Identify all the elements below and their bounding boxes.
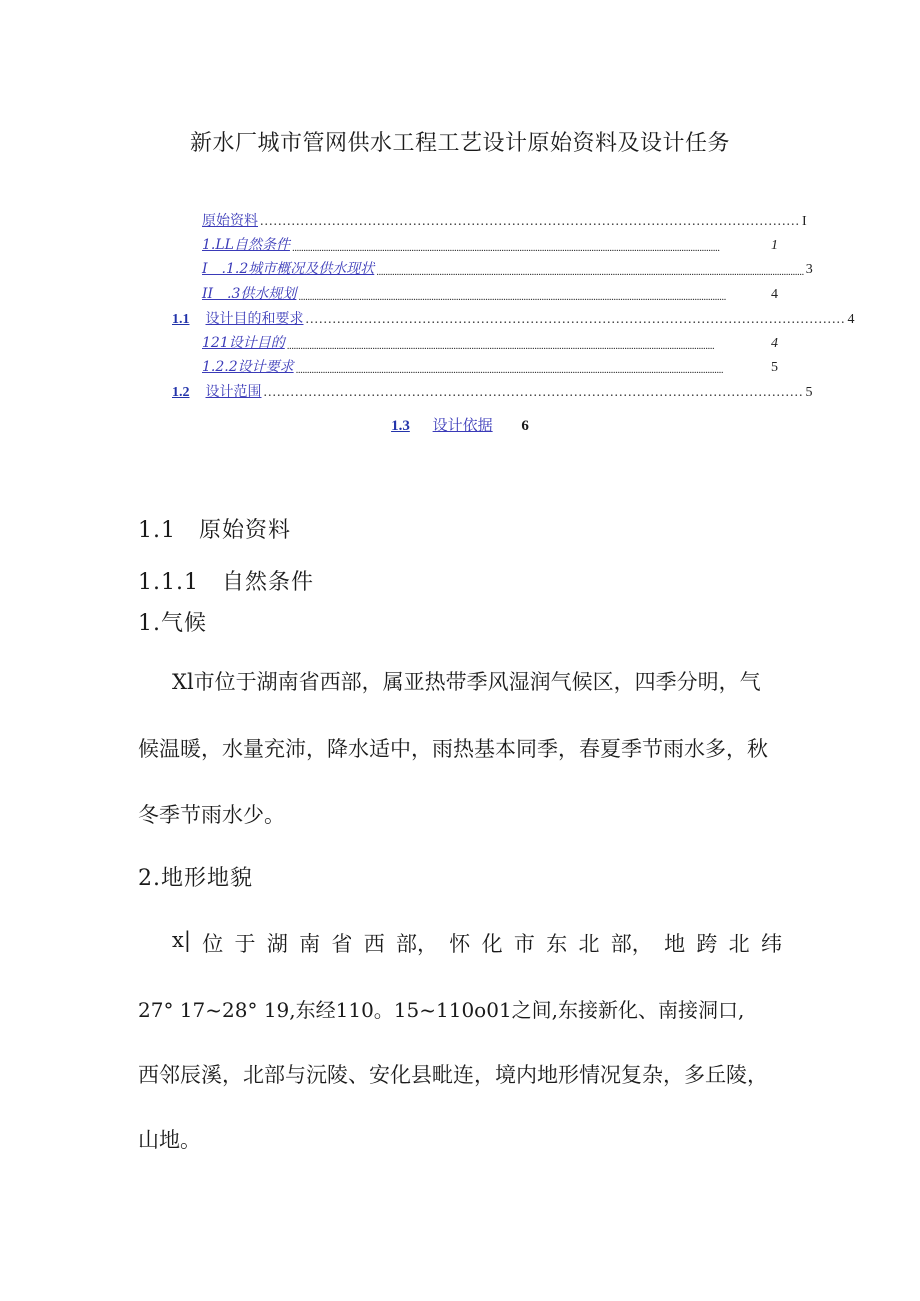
climate-paragraph-line: Xl市位于湖南省西部，属亚热带季风湿润气候区，四季分明，气: [172, 670, 761, 694]
toc-entry-page: 4: [771, 287, 778, 302]
toc-entry-label[interactable]: 1.2.2设计要求: [202, 359, 294, 375]
toc-leader-dots: ..............................................................................................................................................................................................: [298, 291, 726, 303]
terrain-char: 北: [578, 932, 600, 956]
toc-entry-label[interactable]: 设计目的和要求: [205, 311, 304, 327]
terrain-paragraph-line: 西邻辰溪，北部与沅陵、安化县毗连，境内地形情况复杂，多丘陵，: [138, 1063, 768, 1087]
toc-entry[interactable]: [172, 308, 855, 328]
toc-entry-page: 5: [771, 360, 778, 375]
toc-entry[interactable]: [202, 234, 778, 254]
toc-entry-number[interactable]: 1.3: [391, 418, 410, 434]
terrain-char: 部，: [396, 932, 438, 956]
terrain-char: 南: [299, 932, 321, 956]
terrain-char: 省: [331, 932, 353, 956]
terrain-char: 化: [481, 932, 503, 956]
terrain-char: 湖: [266, 932, 288, 956]
document-title: 新水厂城市管网供水工程工艺设计原始资料及设计任务: [189, 131, 730, 156]
terrain-char: 地: [664, 932, 686, 956]
terrain-char: 跨: [696, 932, 718, 956]
toc-entry[interactable]: [202, 258, 813, 278]
terrain-char: 西: [363, 932, 385, 956]
toc-entry-label[interactable]: 121设计目的: [202, 335, 285, 351]
toc-entry-page: 6: [521, 418, 529, 434]
terrain-char: 部，: [610, 932, 653, 956]
toc-entry-label[interactable]: 设计依据: [432, 416, 493, 434]
section-heading-1-1: 1.1 原始资料: [138, 518, 291, 543]
section-heading-1-1-1: 1.1.1 自然条件: [138, 570, 314, 595]
toc-leader-dots: ........................................................................................................................: [263, 385, 804, 400]
terrain-char: 位: [202, 932, 224, 956]
toc-entry-label[interactable]: II .3供水规划: [202, 286, 297, 302]
terrain-char: 东: [546, 932, 568, 956]
terrain-char: 市: [513, 932, 535, 956]
toc-entry-label[interactable]: 1.LL自然条件: [202, 237, 290, 253]
toc-entry-label[interactable]: I .1.2城市概况及供水现状: [202, 261, 375, 277]
terrain-char: 北: [728, 932, 750, 956]
toc-entry-page: 5: [805, 385, 813, 400]
toc-leader-dots: ........................................................................................................................: [260, 214, 800, 229]
terrain-char: 于: [234, 932, 256, 956]
toc-entry-page: 1: [771, 238, 778, 253]
toc-entry-number[interactable]: 1.1: [172, 312, 190, 327]
toc-entry[interactable]: [202, 356, 778, 376]
terrain-paragraph-line: [172, 928, 782, 958]
terrain-paragraph-line: 27° 17~28° 19,东经110。15~110o01之间,东接新化、南接洞口,: [138, 998, 745, 1022]
toc-leader-dots: ..............................................................................................................................................................................................: [291, 242, 720, 254]
toc-entry[interactable]: [202, 332, 778, 352]
toc-entry-page: 4: [771, 336, 778, 351]
terrain-char: 怀: [449, 932, 471, 956]
climate-paragraph-line: 候温暖，水量充沛，降水适中，雨热基本同季，春夏季节雨水多，秋: [138, 737, 768, 761]
toc-entry-page: 4: [847, 312, 855, 327]
toc-leader-dots: ..............................................................................................................................................................................................: [376, 266, 804, 278]
toc-entry[interactable]: [172, 381, 813, 401]
toc-entry-label[interactable]: 设计范围: [205, 384, 262, 400]
toc-entry-page: I: [802, 214, 807, 229]
toc-leader-dots: ..............................................................................................................................................................................................: [286, 340, 715, 352]
toc-entry[interactable]: [202, 283, 778, 303]
toc-entry-centered[interactable]: [0, 414, 920, 435]
subheading-climate: 1.气候: [138, 611, 207, 636]
toc-entry[interactable]: [202, 210, 807, 230]
terrain-char: 纬: [760, 932, 782, 956]
toc-entry-number[interactable]: 1.2: [172, 385, 190, 400]
toc-entry-label[interactable]: 原始资料: [202, 213, 258, 229]
toc-leader-dots: ..............................................................................................................................................................................................: [295, 364, 724, 376]
terrain-char: x|: [172, 928, 191, 952]
terrain-paragraph-line: 山地。: [138, 1128, 201, 1152]
climate-paragraph-line: 冬季节雨水少。: [138, 803, 285, 827]
subheading-terrain: 2.地形地貌: [138, 866, 253, 891]
toc-leader-dots: ........................................................................................................................: [305, 312, 846, 327]
toc-entry-page: 3: [805, 262, 813, 277]
